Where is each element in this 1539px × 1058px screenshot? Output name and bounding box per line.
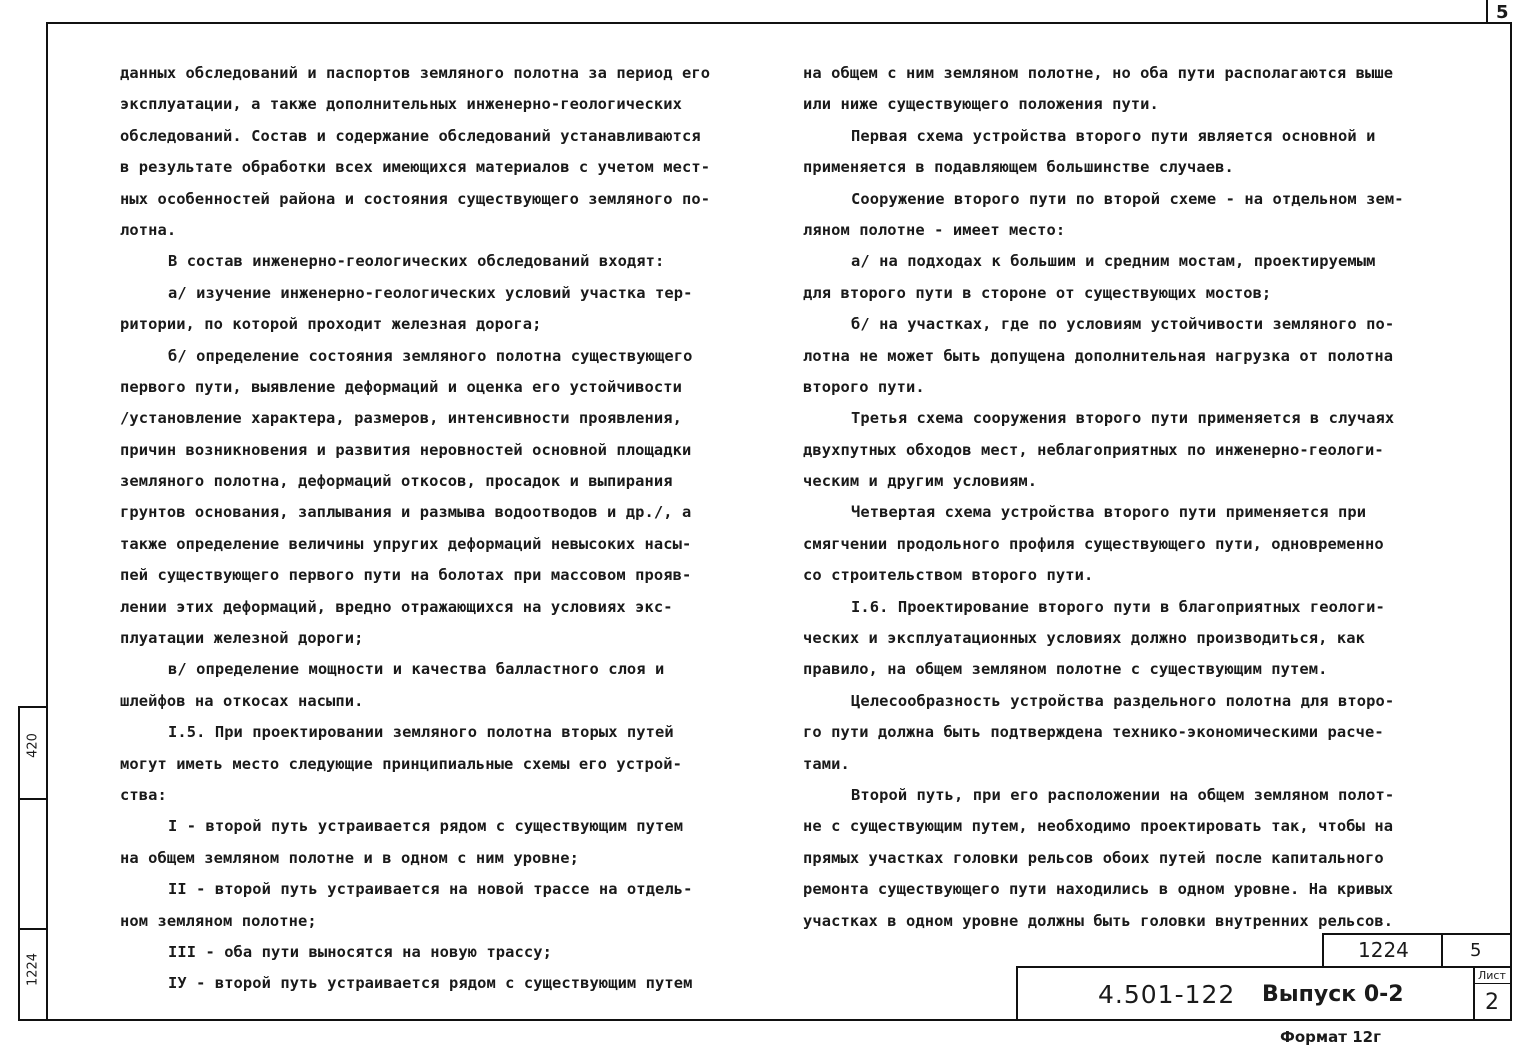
left-text-line: ных особенностей района и состояния существующего земляного по- bbox=[120, 189, 711, 208]
right-text-line: ческим и другим условиям. bbox=[803, 472, 1038, 491]
right-text-line: прямых участках головки рельсов обоих путей после капитального bbox=[803, 848, 1384, 867]
margin-number-bottom: 1224 bbox=[25, 952, 41, 987]
left-text-line: плуатации железной дороги; bbox=[120, 629, 364, 648]
left-text-line: I - второй путь устраивается рядом с существующим путем bbox=[168, 817, 684, 836]
right-text-line: участках в одном уровне должны быть головки внутренних рельсов. bbox=[803, 911, 1394, 930]
left-text-line: первого пути, выявление деформаций и оценка его устойчивости bbox=[120, 377, 682, 396]
format-label: Формат 12г bbox=[1280, 1028, 1381, 1046]
left-text-line: б/ определение состояния земляного полотна существующего bbox=[168, 346, 693, 365]
left-text-line: ства: bbox=[120, 785, 167, 804]
left-text-line: /установление характера, размеров, интенсивности проявления, bbox=[120, 409, 682, 428]
left-text-line: могут иметь место следующие принципиальные схемы его устрой- bbox=[120, 754, 682, 773]
stamp-issue: Выпуск 0-2 bbox=[1262, 982, 1404, 1007]
right-text-line: ческих и эксплуатационных условиях должно производиться, как bbox=[803, 629, 1365, 648]
right-text-line: смягчении продольного профиля существующего пути, одновременно bbox=[803, 534, 1384, 553]
right-text-line: Второй путь, при его расположении на общем земляном полот- bbox=[851, 785, 1395, 804]
frame-left bbox=[46, 22, 48, 1020]
stamp-inv-number: 1224 bbox=[1358, 938, 1409, 962]
left-text-line: земляного полотна, деформаций откосов, просадок и выпирания bbox=[120, 472, 673, 491]
left-text-line: II - второй путь устраивается на новой трассе на отдель- bbox=[168, 880, 693, 899]
right-text-line: на общем с ним земляном полотне, но оба пути располагаются выше bbox=[803, 64, 1394, 82]
left-text-line: лении этих деформаций, вредно отражающихся на условиях экс- bbox=[120, 597, 673, 616]
right-text-line: со строительством второго пути. bbox=[803, 566, 1094, 585]
frame-right bbox=[1510, 22, 1512, 1020]
stamp-top-line bbox=[1322, 933, 1512, 935]
left-column bbox=[120, 58, 710, 1000]
margin-strip-div2 bbox=[18, 798, 48, 800]
right-text-line: Третья схема сооружения второго пути применяется в случаях bbox=[851, 409, 1395, 428]
left-text-line: также определение величины упругих деформаций невысоких насы- bbox=[120, 534, 692, 553]
margin-strip-div1 bbox=[18, 706, 48, 708]
left-text-line: причин возникновения и развития неровностей основной площадки bbox=[120, 440, 692, 459]
right-text-line: тами. bbox=[803, 754, 850, 773]
right-text-line: го пути должна быть подтверждена технико-экономическими расче- bbox=[803, 723, 1384, 742]
right-text-line: для второго пути в стороне от существующих мостов; bbox=[803, 283, 1272, 302]
left-text-line: данных обследований и паспортов земляного полотна за период его bbox=[120, 64, 711, 82]
stamp-doc-code: 4.501-122 bbox=[1098, 980, 1236, 1009]
right-text-line: б/ на участках, где по условиям устойчивости земляного по- bbox=[851, 315, 1395, 334]
right-text-line: Целесообразность устройства раздельного полотна для второ- bbox=[851, 691, 1395, 710]
stamp-sheet-left bbox=[1473, 966, 1475, 1020]
right-text-line: лотна не может быть допущена дополнительная нагрузка от полотна bbox=[803, 346, 1394, 365]
stamp-sheet-number: 2 bbox=[1485, 990, 1499, 1015]
right-text-line: Первая схема устройства второго пути является основной и bbox=[851, 126, 1376, 145]
margin-number-top: 420 bbox=[25, 733, 41, 758]
right-text-line: Сооружение второго пути по второй схеме - на отдельном зем- bbox=[851, 189, 1404, 208]
left-text-line: I.5. При проектировании земляного полотна вторых путей bbox=[168, 723, 674, 742]
right-text-line: применяется в подавляющем большинстве случаев. bbox=[803, 158, 1234, 177]
left-text-line: лотна. bbox=[120, 220, 177, 239]
right-text-line: не с существующим путем, необходимо проектировать так, чтобы на bbox=[803, 817, 1394, 836]
frame-top bbox=[46, 22, 1512, 24]
left-text-line: пей существующего первого пути на болотах при массовом прояв- bbox=[120, 566, 692, 585]
left-text-line: III - оба пути выносятся на новую трассу; bbox=[168, 942, 553, 961]
left-text-line: шлейфов на откосах насыпи. bbox=[120, 691, 364, 710]
margin-strip-outer bbox=[18, 706, 20, 1020]
left-text-line: ном земляном полотне; bbox=[120, 911, 317, 930]
right-column bbox=[803, 58, 1404, 937]
page-number-box-left bbox=[1486, 0, 1488, 22]
left-text-line: эксплуатации, а также дополнительных инженерно-геологических bbox=[120, 95, 682, 114]
right-text-line: второго пути. bbox=[803, 377, 925, 396]
left-text-line: а/ изучение инженерно-геологических условий участка тер- bbox=[168, 283, 693, 302]
stamp-inv-left bbox=[1322, 933, 1324, 967]
right-text-line: а/ на подходах к большим и средним мостам, проектируемым bbox=[851, 252, 1376, 271]
right-text-line: I.6. Проектирование второго пути в благоприятных геологи- bbox=[851, 597, 1385, 616]
left-text-line: ритории, по которой проходит железная дорога; bbox=[120, 315, 542, 334]
stamp-mid-line bbox=[1016, 966, 1512, 968]
left-text-line: в результате обработки всех имеющихся материалов с учетом мест- bbox=[120, 158, 711, 177]
stamp-sheet-small: 5 bbox=[1470, 940, 1482, 961]
left-text-line: обследований. Состав и содержание обследований устанавливаются bbox=[120, 126, 701, 145]
right-text-line: или ниже существующего положения пути. bbox=[803, 95, 1159, 114]
stamp-inv-right bbox=[1441, 933, 1443, 967]
stamp-left-line bbox=[1016, 966, 1018, 1020]
left-text-line: в/ определение мощности и качества балластного слоя и bbox=[168, 660, 665, 679]
stamp-sheet-divider bbox=[1473, 983, 1512, 984]
stamp-sheet-label: Лист bbox=[1478, 969, 1506, 982]
margin-strip-div3 bbox=[18, 928, 48, 930]
left-text-line: грунтов основания, заплывания и размыва водоотводов и др./, а bbox=[120, 503, 692, 522]
frame-bottom bbox=[18, 1019, 1512, 1021]
right-text-line: ляном полотне - имеет место: bbox=[803, 220, 1066, 239]
right-text-line: ремонта существующего пути находились в одном уровне. На кривых bbox=[803, 880, 1394, 899]
right-text-line: двухпутных обходов мест, неблагоприятных по инженерно-геологи- bbox=[803, 440, 1384, 459]
left-text-line: В состав инженерно-геологических обследований входят: bbox=[168, 252, 665, 271]
left-text-line: на общем земляном полотне и в одном с ним уровне; bbox=[120, 848, 579, 867]
left-text-line: IУ - второй путь устраивается рядом с существующим путем bbox=[168, 974, 693, 993]
right-text-line: Четвертая схема устройства второго пути применяется при bbox=[851, 503, 1367, 522]
page-number-top: 5 bbox=[1496, 2, 1509, 23]
right-text-line: правило, на общем земляном полотне с существующим путем. bbox=[803, 660, 1328, 679]
